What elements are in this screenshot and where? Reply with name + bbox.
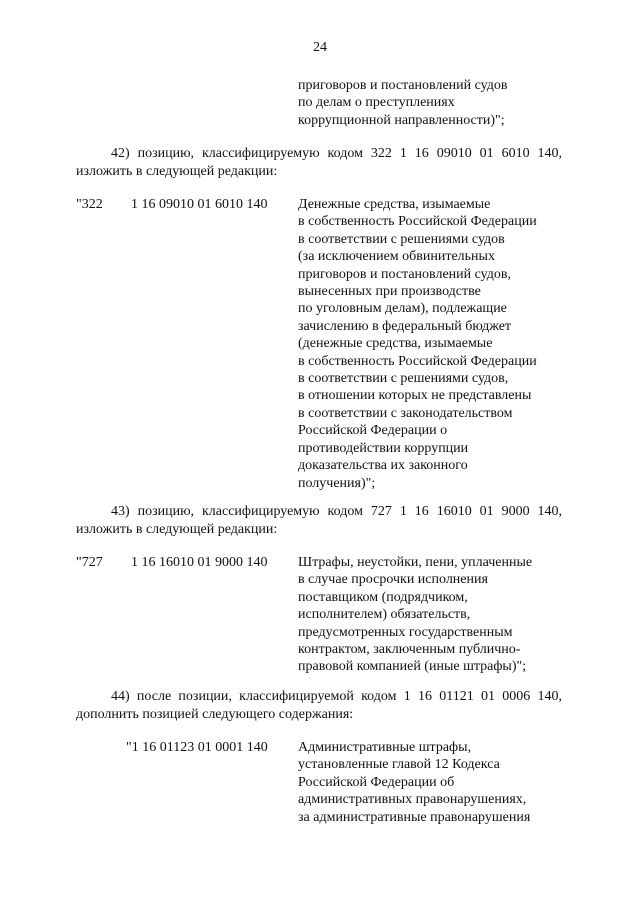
description-line: в соответствии с решениями судов bbox=[298, 231, 505, 247]
description-line: поставщиком (подрядчиком, bbox=[298, 589, 468, 605]
description-line: в соответствии с законодательством bbox=[298, 405, 513, 421]
item-42-description bbox=[298, 196, 537, 492]
description-line: Российской Федерации о bbox=[298, 423, 448, 439]
description-line: в отношении которых не представлены bbox=[298, 388, 532, 404]
item-42-code: 1 16 09010 01 6010 140 bbox=[131, 197, 268, 212]
description-line: контрактом, заключенным публично- bbox=[298, 642, 521, 658]
description-line: предусмотренных государственным bbox=[298, 624, 513, 640]
text-line: коррупционной направленности)"; bbox=[298, 112, 505, 128]
description-line: в соответствии с решениями судов, bbox=[298, 371, 509, 387]
item-43-description bbox=[298, 554, 532, 676]
description-line: Штрафы, неустойки, пени, уплаченные bbox=[298, 555, 533, 570]
text-line: по делам о преступлениях bbox=[298, 95, 455, 111]
item-43-code-group: "727 bbox=[76, 555, 103, 570]
description-line: приговоров и постановлений судов, bbox=[298, 266, 512, 282]
description-line: вынесенных при производстве bbox=[298, 284, 481, 300]
item-44-code: "1 16 01123 01 0001 140 bbox=[126, 740, 268, 755]
description-line: (денежные средства, изымаемые bbox=[298, 336, 493, 352]
item-44-heading: 44) после позиции, классифицируемой кодом 1 16 01121 01 0006 140, bbox=[111, 689, 562, 704]
description-line: административных правонарушениях, bbox=[298, 792, 527, 808]
item-42-code-group: "322 bbox=[76, 197, 103, 212]
description-line: исполнителем) обязательств, bbox=[298, 607, 471, 623]
description-line: Российской Федерации об bbox=[298, 774, 455, 790]
item-42-heading: 42) позицию, классифицируемую кодом 322 1 16 09010 01 6010 140, bbox=[111, 146, 562, 161]
description-line: в случае просрочки исполнения bbox=[298, 572, 488, 588]
description-line: получения)"; bbox=[298, 475, 376, 491]
page-number: 24 bbox=[313, 40, 327, 55]
description-line: в собственность Российской Федерации bbox=[298, 353, 537, 369]
description-line: доказательства их законного bbox=[298, 458, 468, 474]
description-line: установленные главой 12 Кодекса bbox=[298, 757, 500, 773]
text-line: приговоров и постановлений судов bbox=[298, 78, 508, 93]
description-line: за административные правонарушения bbox=[298, 809, 531, 825]
item-43-heading-cont: изложить в следующей редакции: bbox=[76, 522, 278, 537]
description-line: зачислению в федеральный бюджет bbox=[298, 318, 512, 334]
item-44-heading-cont: дополнить позицией следующего содержания: bbox=[76, 707, 354, 722]
description-line: по уголовным делам), подлежащие bbox=[298, 301, 507, 317]
item-43-code: 1 16 16010 01 9000 140 bbox=[131, 555, 268, 570]
continuation-text bbox=[298, 77, 508, 129]
description-line: в собственность Российской Федерации bbox=[298, 214, 537, 230]
item-44-description bbox=[298, 739, 530, 826]
description-line: Административные штрафы, bbox=[298, 740, 472, 755]
item-43-heading: 43) позицию, классифицируемую кодом 727 1 16 16010 01 9000 140, bbox=[111, 504, 562, 519]
description-line: Денежные средства, изымаемые bbox=[298, 197, 491, 212]
description-line: противодействии коррупции bbox=[298, 440, 469, 456]
description-line: (за исключением обвинительных bbox=[298, 249, 495, 265]
description-line: правовой компанией (иные штрафы)"; bbox=[298, 659, 527, 675]
item-42-heading-cont: изложить в следующей редакции: bbox=[76, 164, 278, 179]
